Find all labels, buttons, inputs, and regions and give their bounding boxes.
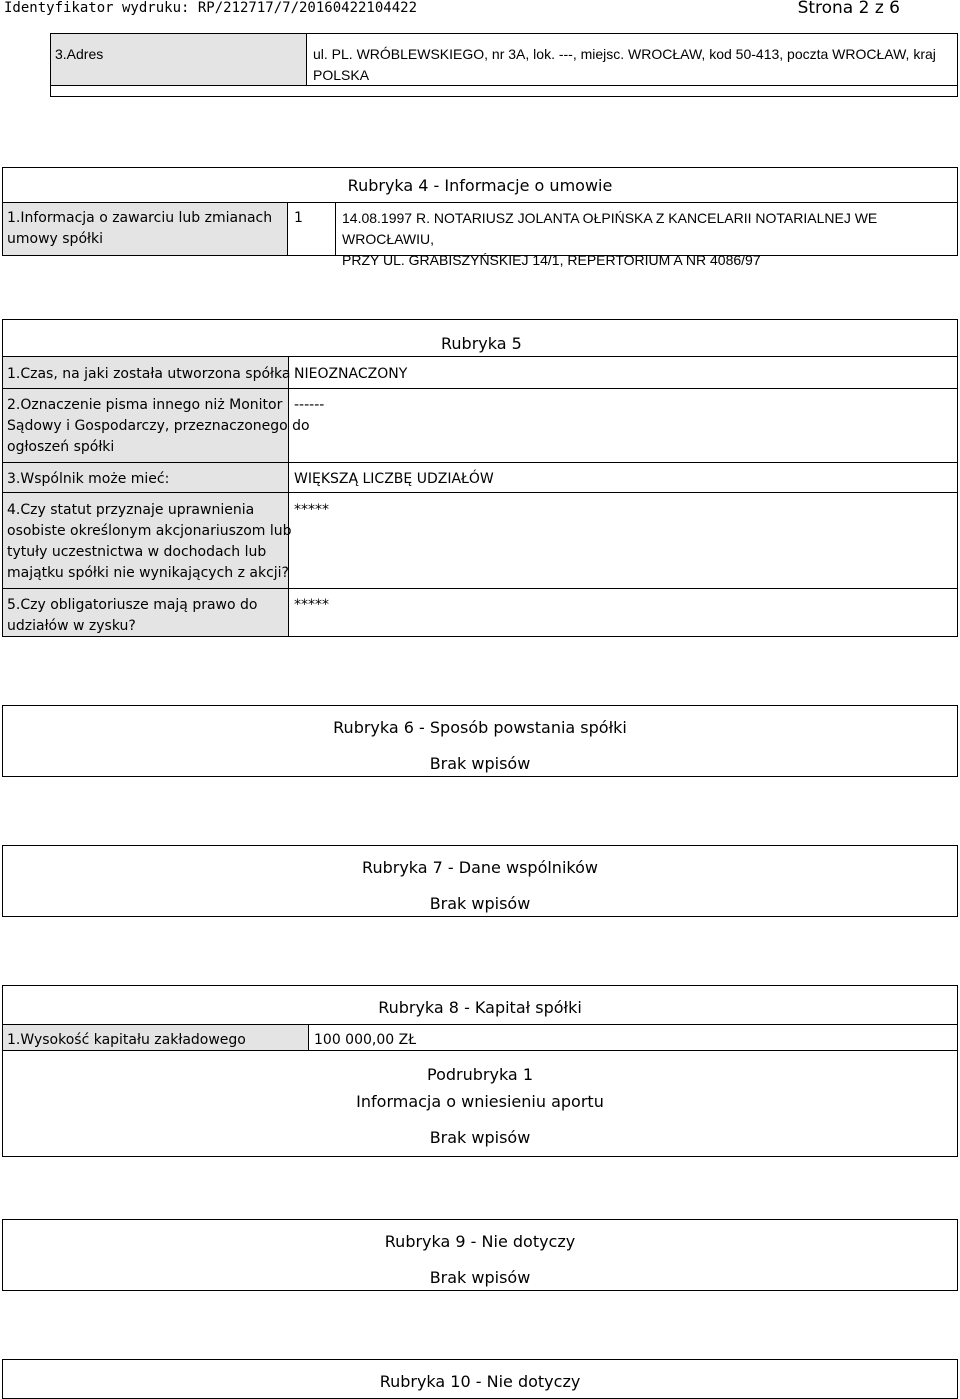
rubryka-4-section <box>2 167 958 268</box>
rubryka-7-empty: Brak wpisów <box>429 894 531 913</box>
podrubryka-1-subtitle: Informacja o wniesieniu aportu <box>356 1092 604 1111</box>
rubryka-8-empty: Brak wpisów <box>429 1128 531 1147</box>
rubryka-5-row5-label-line1: 5.Czy obligatoriusze mają prawo do <box>7 597 258 613</box>
rubryka-4-value-line2: PRZY UL. GRABISZYŃSKIEJ 14/1, REPERTORIUM A NR 4086/97 <box>342 252 761 268</box>
rubryka-5-row4-label-line3: tytuły uczestnictwa w dochodach lub <box>7 544 267 560</box>
rubryka-7-section <box>2 845 958 917</box>
address-value-line1: ul. PL. WRÓBLEWSKIEGO, nr 3A, lok. ---, miejsc. WROCŁAW, kod 50-413, poczta WROCŁAW, kraj <box>313 46 936 62</box>
rubryka-4-title: Rubryka 4 - Informacje o umowie <box>347 176 613 195</box>
rubryka-4-label-line2: umowy spółki <box>7 231 103 247</box>
rubryka-5-row1-value: NIEOZNACZONY <box>294 366 408 382</box>
rubryka-5-row2-label-line3: ogłoszeń spółki <box>7 439 115 455</box>
capital-value: 100 000,00 ZŁ <box>314 1032 417 1048</box>
rubryka-5-row4-value: ***** <box>294 502 329 518</box>
rubryka-5-row2-value: ------ <box>294 397 325 413</box>
rubryka-10-section <box>2 1359 958 1399</box>
rubryka-6-title: Rubryka 6 - Sposób powstania spółki <box>333 718 627 737</box>
rubryka-4-value-line1: 14.08.1997 R. NOTARIUSZ JOLANTA OŁPIŃSKA Z KANCELARII NOTARIALNEJ WE WROCŁAWIU, <box>342 210 878 247</box>
rubryka-5-section <box>2 319 958 637</box>
capital-label: 1.Wysokość kapitału zakładowego <box>7 1032 246 1048</box>
rubryka-5-row4-label-line2: osobiste określonym akcjonariuszom lub <box>7 523 292 539</box>
rubryka-5-row5-label-line2: udziałów w zysku? <box>7 618 136 634</box>
rubryka-5-title: Rubryka 5 <box>441 334 522 353</box>
page-number: Strona 2 z 6 <box>797 0 900 18</box>
rubryka-8-title: Rubryka 8 - Kapitał spółki <box>378 998 582 1017</box>
podrubryka-1-title: Podrubryka 1 <box>427 1065 533 1084</box>
rubryka-5-row3-label: 3.Wspólnik może mieć: <box>7 471 170 487</box>
rubryka-10-title: Rubryka 10 - Nie dotyczy <box>379 1372 581 1391</box>
rubryka-5-row2-label-line2: Sądowy i Gospodarczy, przeznaczonego do <box>7 418 310 434</box>
rubryka-5-row3-value: WIĘKSZĄ LICZBĘ UDZIAŁÓW <box>294 471 494 487</box>
rubryka-5-row4-label-line4: majątku spółki nie wynikających z akcji? <box>7 565 289 581</box>
address-section <box>50 33 958 97</box>
print-identifier: Identyfikator wydruku: RP/212717/7/20160422104422 <box>4 0 418 16</box>
rubryka-9-empty: Brak wpisów <box>429 1268 531 1287</box>
address-label: 3.Adres <box>55 46 104 62</box>
rubryka-5-row5-value: ***** <box>294 597 329 613</box>
rubryka-7-title: Rubryka 7 - Dane wspólników <box>362 858 598 877</box>
rubryka-4-label-line1: 1.Informacja o zawarciu lub zmianach <box>7 210 273 226</box>
rubryka-5-row2-label-line1: 2.Oznaczenie pisma innego niż Monitor <box>7 397 283 413</box>
rubryka-9-section <box>2 1219 958 1291</box>
rubryka-9-title: Rubryka 9 - Nie dotyczy <box>384 1232 576 1251</box>
rubryka-6-section <box>2 705 958 777</box>
rubryka-4-number: 1 <box>294 210 303 226</box>
rubryka-5-row1-label: 1.Czas, na jaki została utworzona spółka <box>7 366 291 382</box>
rubryka-5-row4-label-line1: 4.Czy statut przyznaje uprawnienia <box>7 502 255 518</box>
address-value-line2: POLSKA <box>313 67 370 83</box>
rubryka-6-empty: Brak wpisów <box>429 754 531 773</box>
rubryka-8-section <box>2 985 958 1157</box>
